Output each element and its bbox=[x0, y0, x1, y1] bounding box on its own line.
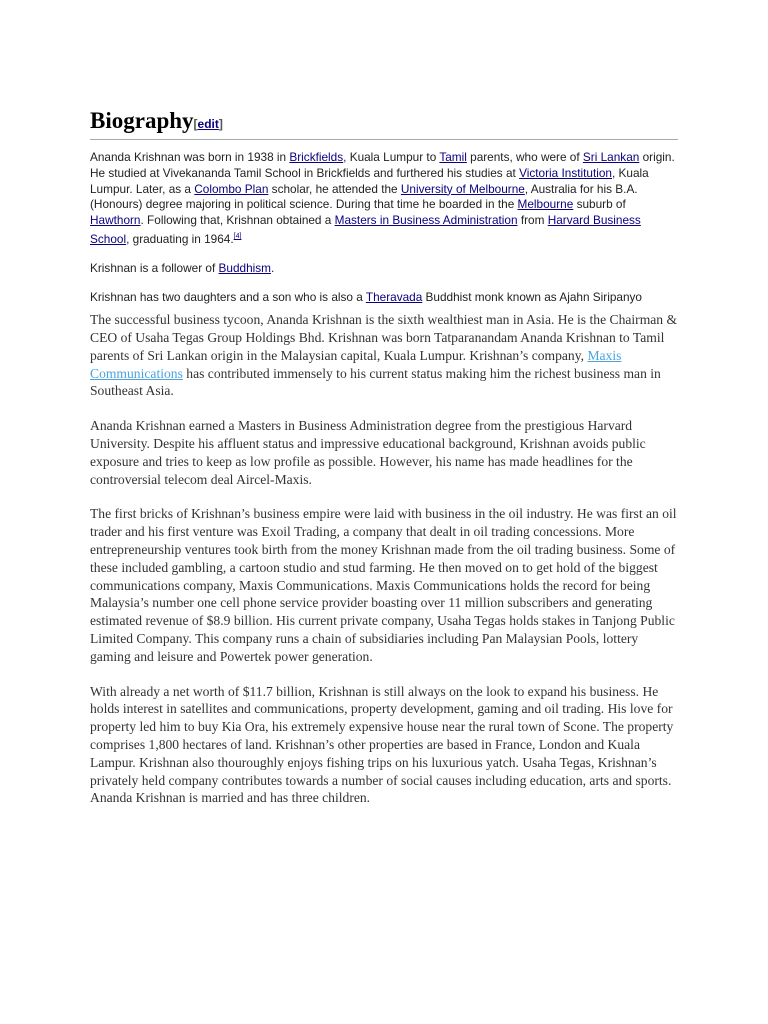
document-page bbox=[90, 108, 678, 824]
wiki-paragraph-religion: Krishnan is a follower of Buddhism. bbox=[90, 260, 275, 275]
citation-link[interactable]: [4] bbox=[233, 232, 242, 240]
link-maxis-communications[interactable]: Maxis Communications bbox=[90, 347, 622, 381]
link-colombo-plan[interactable]: Colombo Plan bbox=[194, 181, 269, 196]
link-university-of-melbourne[interactable]: University of Melbourne bbox=[400, 181, 525, 196]
article-paragraph-education: Ananda Krishnan earned a Masters in Business Administration degree from the prestigious Harvard University. Despite his affluent status and impressive educational background, Krishnan avoids public exposure and tries to keep as low profile as possible. However, his name has made headlines for the controversial telecom deal Aircel-Maxis. bbox=[90, 418, 646, 487]
edit-section: [edit] bbox=[193, 117, 223, 131]
link-hawthorn[interactable]: Hawthorn bbox=[90, 213, 141, 228]
link-tamil[interactable]: Tamil bbox=[439, 150, 467, 164]
link-melbourne[interactable]: Melbourne bbox=[517, 197, 574, 212]
article-paragraph-wealth: With already a net worth of $11.7 billion, Krishnan is still always on the look to expand his business. He holds interest in satellites and communications, property development, gaming and oil trading. His love for property led him to buy Kia Ora, his extremely expensive house near the rural town of Scone. The property comprises 1,800 hectares of land. Krishnan’s other properties are based in France, London and Kuala Lampur. Krishnan also thouroughly enjoys fishing trips on his luxurious yatch. Usaha Tegas, Krishnan’s privately held company contributes towards a number of social causes including education, arts and sports. Ananda Krishnan is married and has three children. bbox=[90, 683, 674, 806]
link-theravada[interactable]: Theravada bbox=[365, 289, 423, 304]
link-buddhism[interactable]: Buddhism bbox=[218, 260, 271, 275]
link-mba[interactable]: Masters in Business Administration bbox=[334, 213, 518, 228]
section-heading bbox=[90, 108, 678, 140]
link-harvard-business-school[interactable]: Harvard Business School bbox=[90, 213, 641, 246]
link-sri-lankan[interactable]: Sri Lankan bbox=[582, 150, 640, 164]
wiki-paragraph-family: Krishnan has two daughters and a son who is also a Theravada Buddhist monk known as Ajahn Siripanyo bbox=[90, 289, 642, 304]
heading-title: Biography bbox=[90, 108, 194, 133]
link-victoria-institution[interactable]: Victoria Institution bbox=[519, 165, 612, 180]
wiki-paragraph-birth: Ananda Krishnan was born in 1938 in Brickfields, Kuala Lumpur to Tamil parents, who were of Sri Lankan origin. He studied at Vivekananda Tamil School in Brickfields and furthered his studies at Victoria Institution, Kuala Lumpur. Later, as a Colombo Plan scholar, he attended the University of Melbourne, Australia for his B.A. (Honours) degree majoring in political science. During that time he boarded in the Melbourne suburb of Hawthorn. Following that, Krishnan obtained a Masters in Business Administration from Harvard Business School, graduating in 1964.[4] bbox=[90, 150, 675, 246]
article-paragraph-intro: The successful business tycoon, Ananda Krishnan is the sixth wealthiest man in Asia. He is the Chairman & CEO of Usaha Tegas Group Holdings Bhd. Krishnan was born Tatparanandam Ananda Krishnan to Tamil parents of Sri Lankan origin in the Malaysian capital, Kuala Lumpur. Krishnan’s company, Maxis Communications has contributed immensely to his current status making him the richest business man in Southeast Asia. bbox=[90, 312, 678, 399]
article-paragraph-business: The first bricks of Krishnan’s business empire were laid with business in the oil industry. He was first an oil trader and his first venture was Exoil Trading, a company that dealt in oil trading concessions. More entrepreneurship ventures took birth from the money Krishnan made from the oil trading business. Some of these included gambling, a cartoon studio and stud farming. He then moved on to get hold of the biggest communications company, Maxis Communications. Maxis Communications holds the record for being Malaysia’s number one cell phone service provider boasting over 11 million subscribers and generating estimated revenue of $8.9 billion. His current private company, Usaha Tegas holds stakes in Tanjong Public Limited Company. This company runs a chain of subsidiaries including Pan Malaysian Pools, lottery gaming and leisure and Powertek power generation. bbox=[90, 506, 677, 664]
link-brickfields[interactable]: Brickfields bbox=[289, 150, 344, 164]
edit-link[interactable]: edit bbox=[197, 117, 219, 131]
